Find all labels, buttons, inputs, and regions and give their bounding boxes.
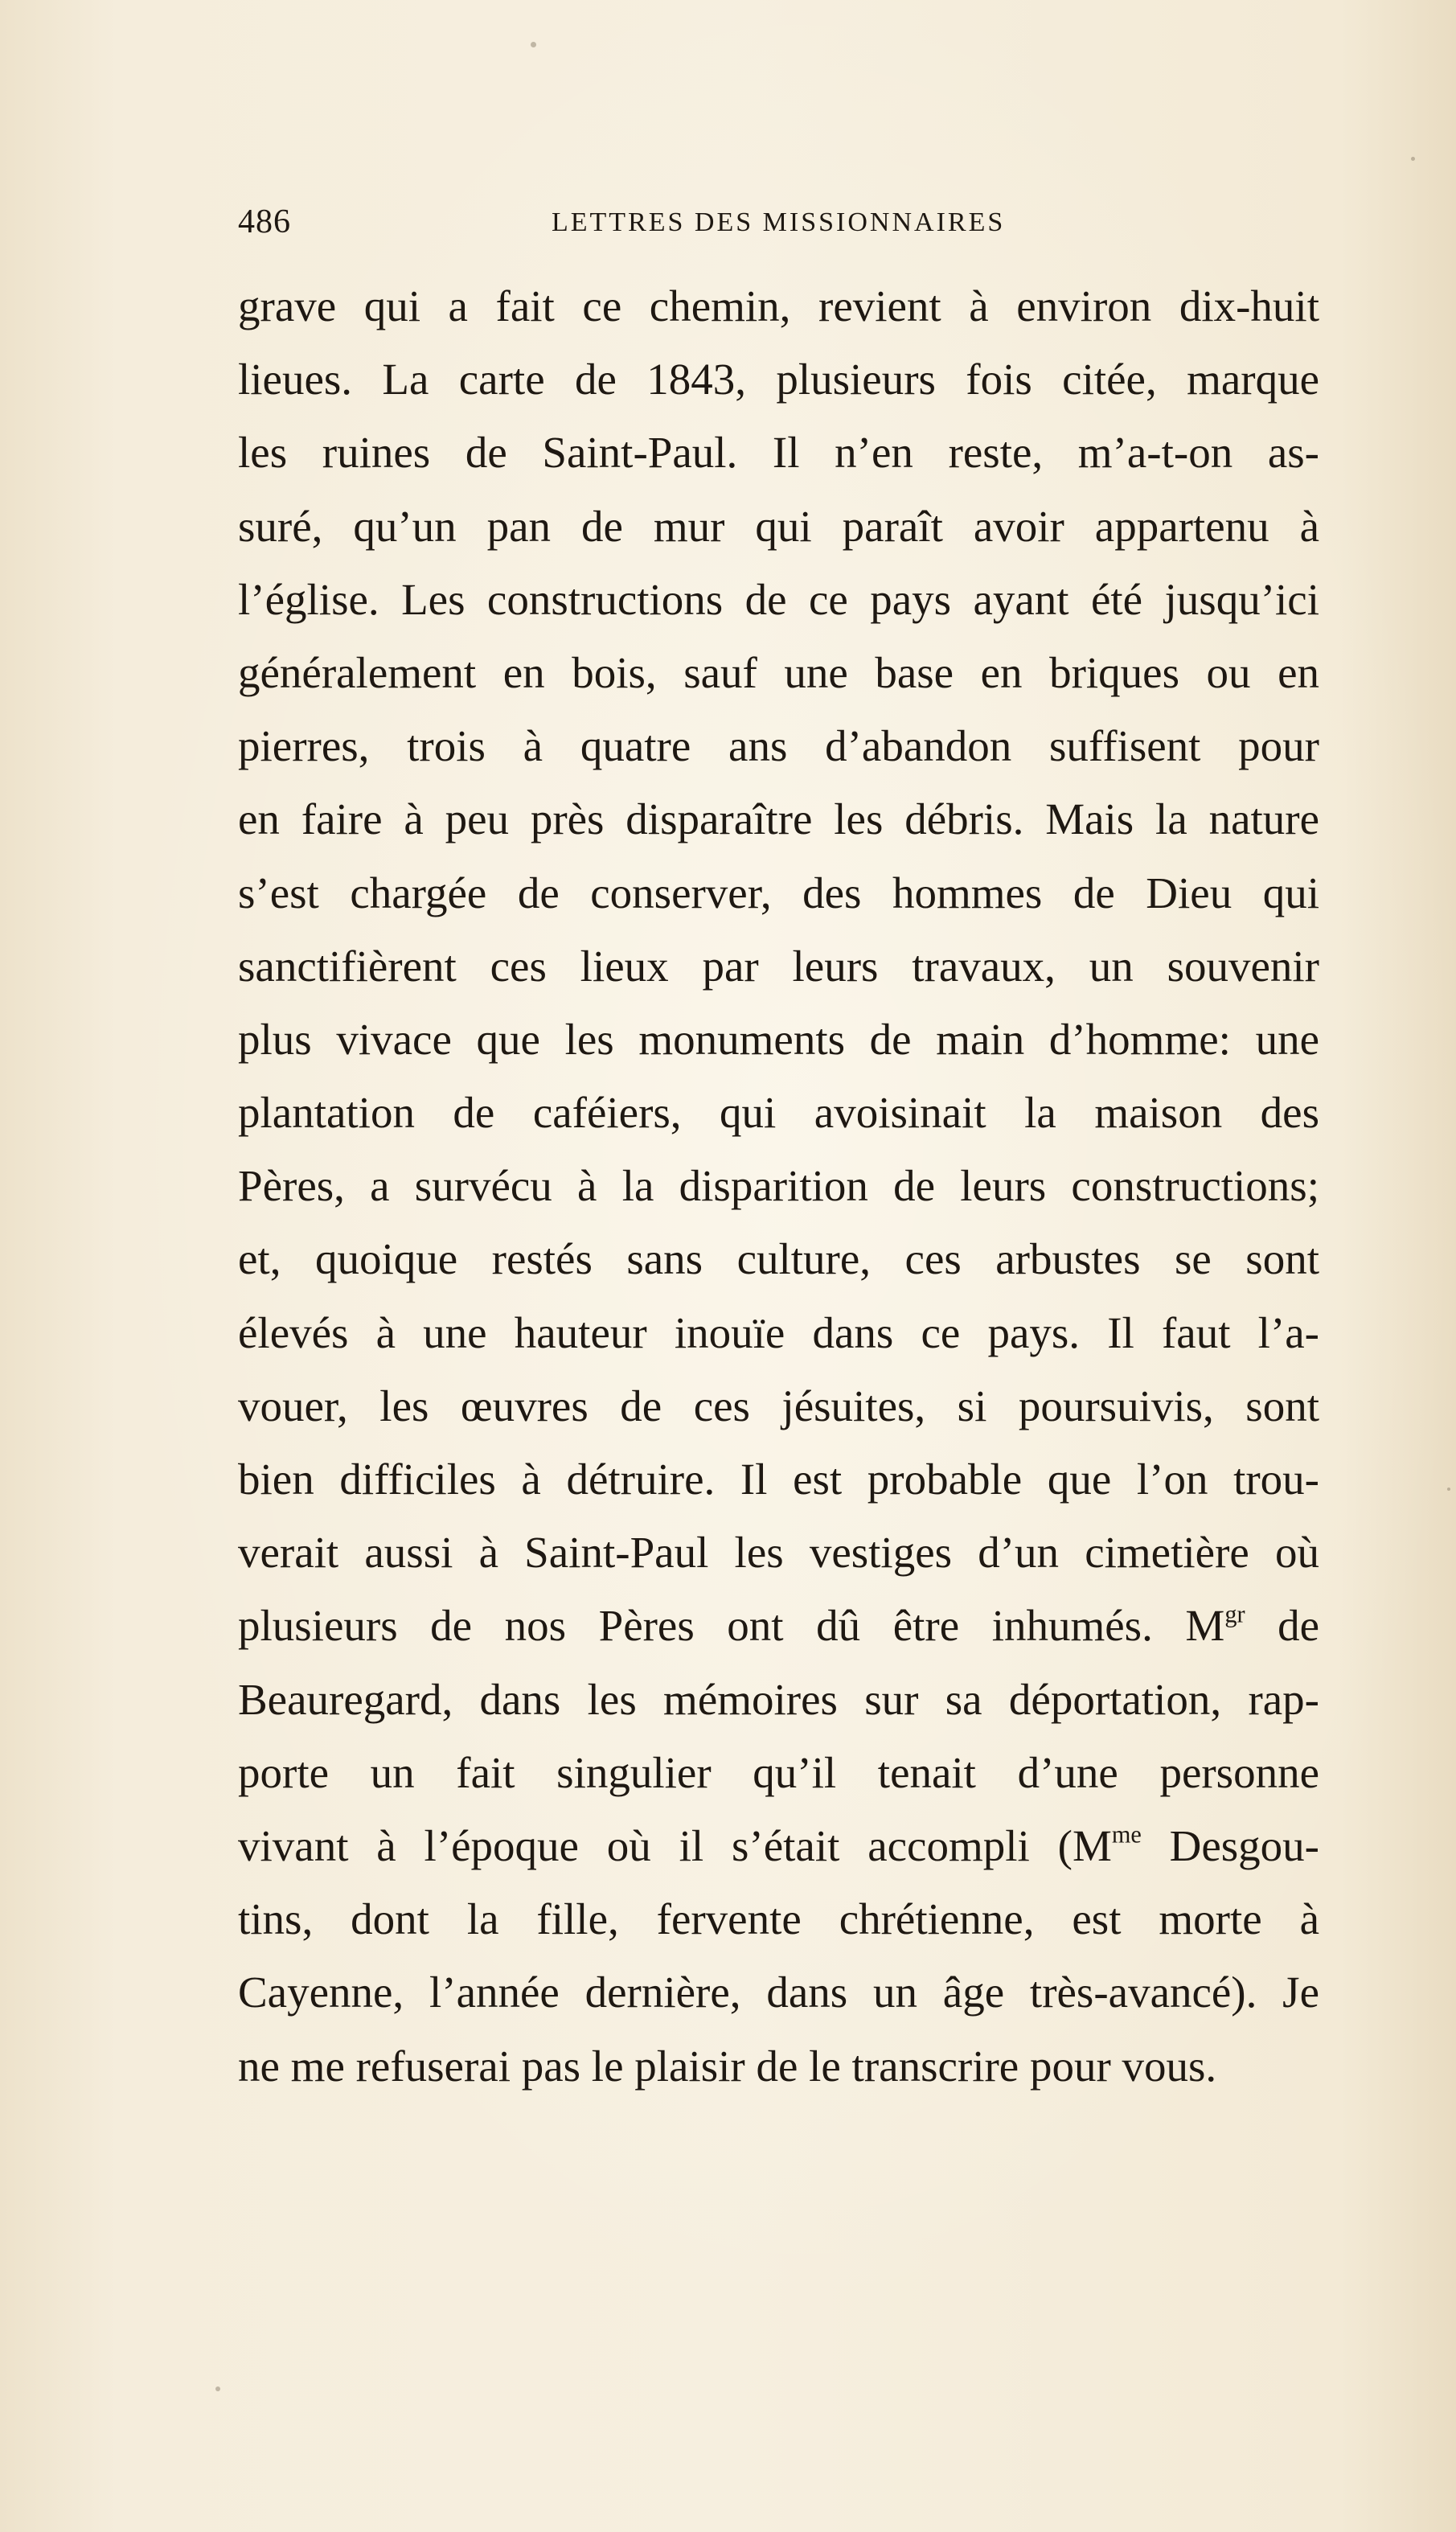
abbr-madame: $M^{me}$ bbox=[1072, 1820, 1142, 1870]
text-line-19 bbox=[238, 1589, 1319, 1662]
text-line-18: verait aussi à Saint-Paul les vestiges d’un cimetière où bbox=[238, 1528, 1319, 1578]
text-line-16: vouer, les œuvres de ces jésuites, si poursuivis, sont bbox=[238, 1381, 1319, 1430]
text-line-14: et, quoique restés sans culture, ces arbustes se sont bbox=[238, 1234, 1319, 1284]
text-line-17: bien difficiles à détruire. Il est probable que l’on trou- bbox=[238, 1455, 1319, 1504]
line-22-start: vivant à l’époque où il s’était accompli ( bbox=[238, 1820, 1073, 1870]
line-22-end: Desgou- bbox=[1141, 1820, 1319, 1870]
line-19-text: plusieurs de nos Pères ont dû être inhumés. bbox=[238, 1601, 1153, 1651]
text-line-20: Beauregard, dans les mémoires sur sa déportation, rap- bbox=[238, 1674, 1319, 1724]
page-number: 486 bbox=[238, 203, 291, 240]
line-19-end: de bbox=[1245, 1601, 1320, 1651]
page-header bbox=[238, 203, 1319, 251]
text-line-9: s’est chargée de conserver, des hommes de Dieu qui bbox=[238, 868, 1319, 917]
text-line-22 bbox=[238, 1809, 1319, 1882]
running-head: LETTRES DES MISSIONNAIRES bbox=[552, 207, 1006, 237]
text-line-25: ne me refuserai pas le plaisir de le transcrire pour vous. bbox=[238, 2041, 1217, 2091]
text-line-24: Cayenne, l’année dernière, dans un âge très-avancé). Je bbox=[238, 1968, 1319, 2017]
paper-speck bbox=[1447, 1488, 1450, 1491]
text-line-15: élevés à une hauteur inouïe dans ce pays. Il faut l’a- bbox=[238, 1307, 1319, 1357]
text-line-8: en faire à peu près disparaître les débris. Mais la nature bbox=[238, 794, 1319, 844]
paper-speck bbox=[1411, 157, 1415, 161]
abbr-monseigneur: $M^{gr}$ bbox=[1185, 1600, 1245, 1651]
text-line-12: plantation de caféiers, qui avoisinait la maison des bbox=[238, 1088, 1319, 1138]
paper-speck bbox=[531, 42, 536, 47]
body-text bbox=[238, 269, 1319, 2103]
text-line-11: plus vivace que les monuments de main d’homme: une bbox=[238, 1014, 1319, 1064]
paper-speck bbox=[215, 2386, 220, 2391]
text-line-13: Pères, a survécu à la disparition de leurs constructions; bbox=[238, 1161, 1319, 1211]
text-line-10: sanctifièrent ces lieux par leurs travaux, un souvenir bbox=[238, 941, 1319, 991]
text-line-2: lieues. La carte de 1843, plusieurs fois citée, marque bbox=[238, 355, 1319, 404]
text-line-6: généralement en bois, sauf une base en briques ou en bbox=[238, 647, 1319, 697]
text-line-5: l’église. Les constructions de ce pays ayant été jusqu’ici bbox=[238, 574, 1319, 624]
text-line-4: suré, qu’un pan de mur qui paraît avoir appartenu à bbox=[238, 501, 1319, 551]
text-line-7: pierres, trois à quatre ans d’abandon suffisent pour bbox=[238, 721, 1319, 771]
text-line-3: les ruines de Saint-Paul. Il n’en reste, m’a-t-on as- bbox=[238, 428, 1319, 478]
text-line-1: grave qui a fait ce chemin, revient à environ dix-huit bbox=[238, 281, 1319, 330]
text-line-21: porte un fait singulier qu’il tenait d’une personne bbox=[238, 1747, 1319, 1797]
text-line-23: tins, dont la fille, fervente chrétienne, est morte à bbox=[238, 1894, 1319, 1944]
